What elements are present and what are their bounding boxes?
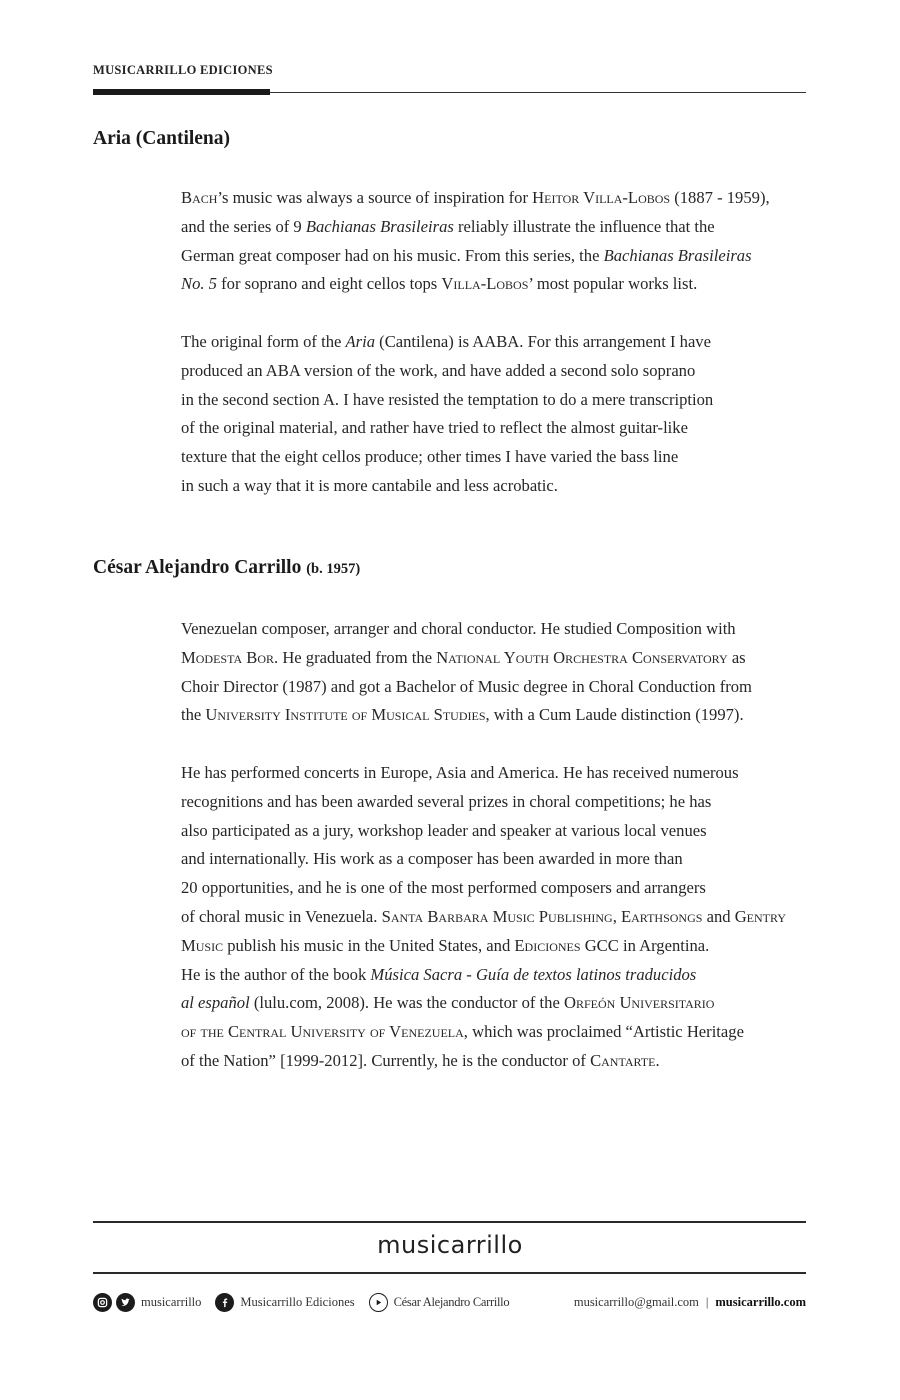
text-run: recognitions and has been awarded several prizes in choral competitions; he has xyxy=(181,791,712,811)
youtube-link[interactable] xyxy=(369,1293,510,1312)
text-run: Bachianas Brasileiras xyxy=(305,216,454,236)
heading-years: (b. 1957) xyxy=(306,561,361,577)
text-run: (1887 - 1959), xyxy=(670,188,770,207)
text-run: , which was proclaimed “Artistic Heritage xyxy=(463,1022,744,1042)
text-run: texture that the eight cellos produce; other times I have varied the bass line xyxy=(181,447,679,467)
text-run: National Youth Orchestra Conservatory xyxy=(436,647,728,667)
text-run: Gentry xyxy=(734,906,787,926)
text-run: Choir Director (1987) and got a Bachelor of Music degree in Choral Conduction from xyxy=(181,676,752,696)
text-run: Venezuelan composer, arranger and choral conductor. He studied Composition with xyxy=(181,619,736,638)
text-run: He has performed concerts in Europe, Asia and America. He has received numerous xyxy=(181,762,739,782)
text-run: for soprano and eight cellos tops xyxy=(216,274,442,294)
twitter-icon xyxy=(116,1293,135,1312)
paragraph xyxy=(181,759,811,1076)
paragraph xyxy=(181,328,811,501)
text-run: . xyxy=(655,1050,660,1070)
text-run: and xyxy=(702,906,735,926)
heading-text: Aria (Cantilena) xyxy=(93,128,231,149)
youtube-name: César Alejandro Carrillo xyxy=(393,1294,510,1309)
text-run: ’ most popular works list. xyxy=(528,274,698,294)
bio-text xyxy=(181,615,811,1076)
text-run: Ediciones xyxy=(514,935,581,955)
text-run: Music xyxy=(181,935,224,955)
text-run: and internationally. His work as a composer has been awarded in more than xyxy=(181,849,683,869)
facebook-link[interactable] xyxy=(215,1293,354,1312)
text-run: of the Nation” [1999-2012]. Currently, he is the conductor of xyxy=(181,1050,591,1070)
text-run: No. 5 xyxy=(181,274,217,294)
text-run: produced an ABA version of the work, and have added a second solo soprano xyxy=(181,360,696,380)
text-run: as xyxy=(727,647,746,667)
text-run: He is the author of the book xyxy=(181,964,371,984)
instagram-twitter-link[interactable] xyxy=(93,1293,201,1312)
email-link[interactable]: musicarrillo@gmail.com xyxy=(573,1294,699,1309)
text-run: Bach xyxy=(181,188,218,207)
footer-rule-top xyxy=(93,1221,806,1223)
text-run: Santa Barbara Music Publishing xyxy=(381,906,613,926)
contact-group xyxy=(574,1295,806,1310)
text-run: Música Sacra - Guía de textos latinos traducidos xyxy=(370,964,697,984)
facebook-name: Musicarrillo Ediciones xyxy=(240,1294,355,1309)
text-run: Cantarte xyxy=(590,1050,656,1070)
section-heading-aria xyxy=(93,128,230,150)
text-run: Villa-Lobos xyxy=(441,274,529,294)
text-run: the xyxy=(181,705,206,725)
text-run: of the original material, and rather have tried to reflect the almost guitar-like xyxy=(181,418,688,438)
text-run: Orfeón Universitario xyxy=(563,993,715,1013)
facebook-icon xyxy=(215,1293,234,1312)
separator: | xyxy=(705,1294,709,1309)
social-bar xyxy=(93,1290,806,1314)
website-link[interactable]: musicarrillo.com xyxy=(715,1294,806,1309)
text-run: reliably illustrate the influence that the xyxy=(453,216,715,236)
text-run: German great composer had on his music. From this series, the xyxy=(181,245,604,265)
youtube-icon xyxy=(369,1293,388,1312)
footer-logo: musicarrillo xyxy=(377,1231,523,1259)
text-run: also participated as a jury, workshop leader and speaker at various local venues xyxy=(181,820,707,840)
aria-text xyxy=(181,184,811,501)
text-run: (Cantilena) is AABA. For this arrangement I have xyxy=(375,331,711,351)
text-run: Heitor Villa-Lobos xyxy=(532,188,671,207)
text-run: al español xyxy=(181,993,250,1013)
footer-rule-bottom xyxy=(93,1272,806,1274)
section-heading-bio xyxy=(93,557,360,579)
paragraph xyxy=(181,615,811,730)
text-run: . He graduated from the xyxy=(274,647,437,667)
text-run: Earthsongs xyxy=(621,906,703,926)
text-run: and the series of 9 xyxy=(181,216,306,236)
paragraph xyxy=(181,184,811,299)
instagram-handle: musicarrillo xyxy=(141,1294,202,1309)
text-run: Bachianas Brasileiras xyxy=(603,245,752,265)
text-run: 20 opportunities, and he is one of the most performed composers and arrangers xyxy=(181,878,706,898)
text-run: , with a Cum Laude distinction (1997). xyxy=(485,705,744,725)
text-run: Modesta Bor xyxy=(181,647,275,667)
text-run: of the Central University of Venezuela xyxy=(181,1022,464,1042)
text-run: , xyxy=(612,906,621,926)
header-rule-accent xyxy=(93,89,270,95)
text-run: ’s music was always a source of inspiration for xyxy=(217,188,533,207)
heading-text: César Alejandro Carrillo xyxy=(93,557,302,578)
text-run: (lulu.com, 2008). He was the conductor of the xyxy=(249,993,564,1013)
text-run: The original form of the xyxy=(181,331,346,351)
text-run: University Institute of Musical Studies xyxy=(205,705,486,725)
text-run: publish his music in the United States, and xyxy=(223,935,515,955)
text-run: Aria xyxy=(345,331,376,351)
header-title: MUSICARRILLO EDICIONES xyxy=(93,63,273,77)
text-run: GCC in Argentina. xyxy=(580,935,710,955)
text-run: in the second section A. I have resisted the temptation to do a mere transcription xyxy=(181,389,714,409)
text-run: of choral music in Venezuela. xyxy=(181,906,382,926)
instagram-icon xyxy=(93,1293,112,1312)
text-run: in such a way that it is more cantabile and less acrobatic. xyxy=(181,475,558,495)
